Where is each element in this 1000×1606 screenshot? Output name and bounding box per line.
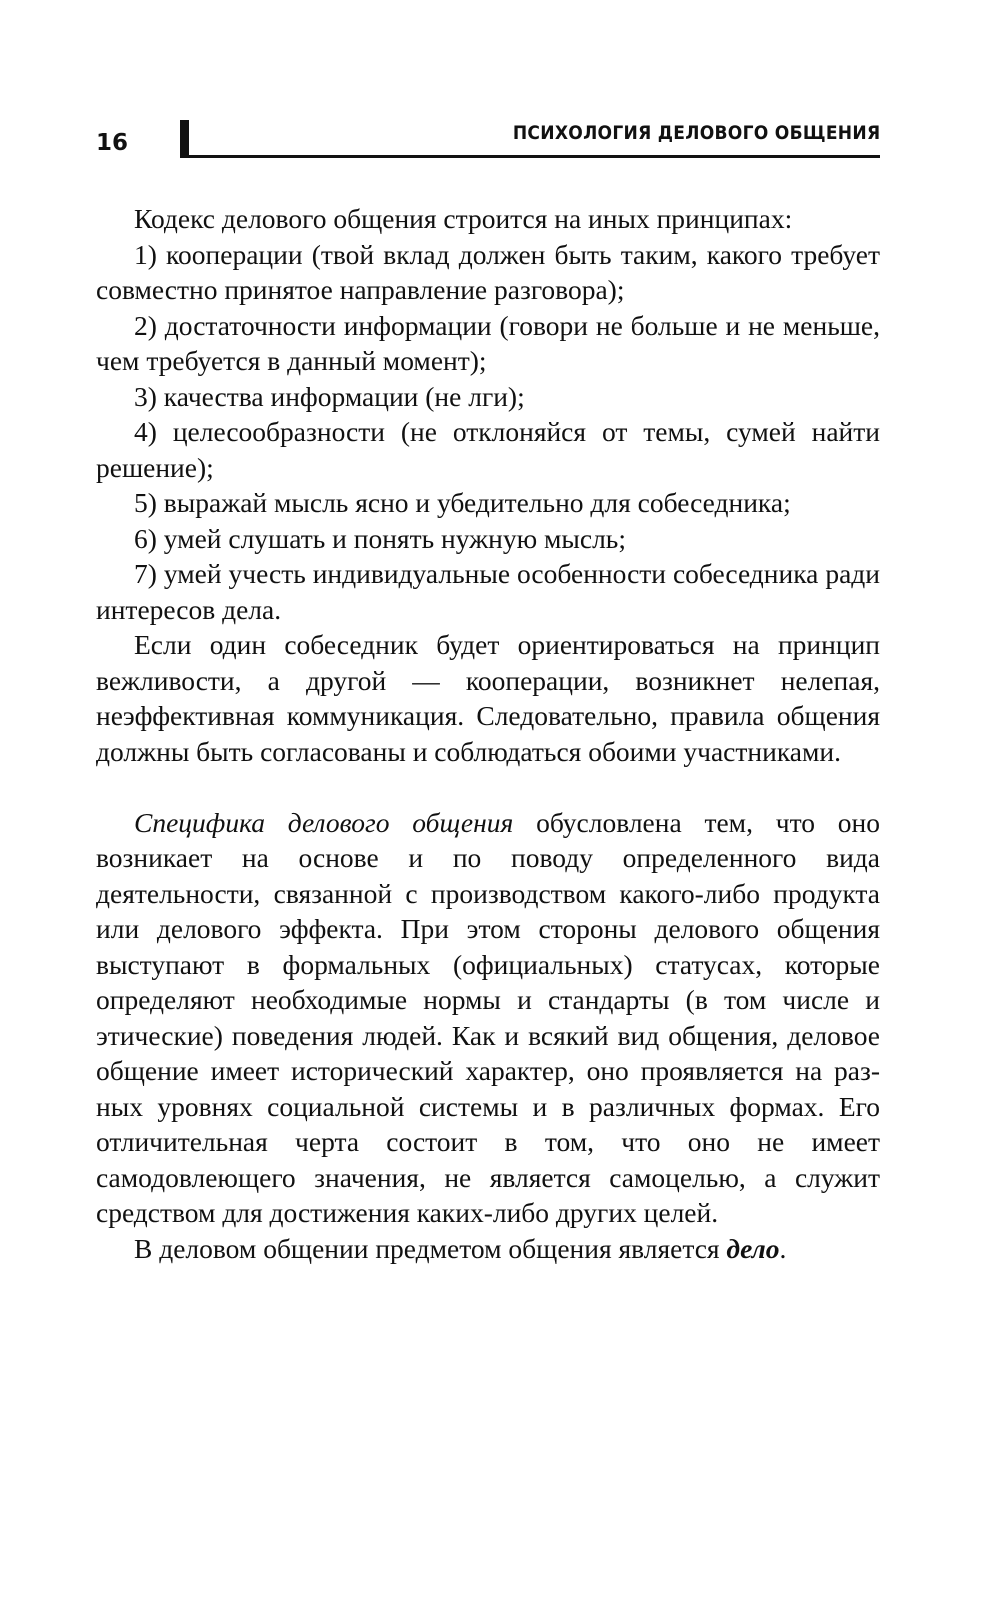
header-bar-mark — [180, 120, 189, 158]
main-text — [96, 201, 880, 1266]
specifics-text: обусловлена тем, что оно возникает на основе и по поводу определенного вида деятельности, связанной с производством какого-либо продукта или делового эффекта. При этом стороны делового общения выступают в формальных (официальных) статусах, которые определяют необходимые нормы и стандарты (в том числе и этические) поведения людей. Как и всякий вид общения, деловое общение имеет исторический характер, оно проявляется на разных уровнях социальной системы и в различных формах. Его отличительная черта состоит в том, что оно не имеет самодовлеющего значения, не является самоцелью, а служит средством для достижения каких-либо других целей. — [96, 806, 880, 1228]
principle-1: 1) кооперации (твой вклад должен быть таким, какого требует совместно принятое направление разговора); — [96, 238, 880, 305]
principle-2: 2) достаточности информации (говори не больше и не меньше, чем требуется в данный момент); — [96, 309, 880, 376]
header-rule — [180, 155, 880, 158]
principle-7: 7) умей учесть индивидуальные особенности собеседника ради интересов дела. — [96, 558, 880, 625]
principle-4: 4) целесообразности (не отклоняйся от темы, сумей найти решение); — [96, 416, 880, 483]
subject-paragraph — [96, 1231, 880, 1267]
running-header — [96, 118, 880, 164]
principle-6: 6) умей слушать и понять нужную мысль; — [134, 522, 626, 554]
page-number: 16 — [96, 130, 129, 156]
conclusion-paragraph: Если один собеседник будет ориентироваться на принцип вежливости, а другой — кооперации, возникнет нелепая, неэффективная коммуникация. Следовательно, правила общения должны быть согласованы и соблюдаться обоими участниками. — [96, 629, 880, 767]
intro-paragraph: Кодекс делового общения строится на иных принципах: — [134, 203, 793, 234]
specifics-paragraph — [96, 805, 880, 1231]
principle-5: 5) выражай мысль ясно и убедительно для собеседника; — [134, 487, 791, 518]
specifics-term: Специфика делового общения — [134, 806, 514, 838]
principle-3: 3) качества информации (не лги); — [134, 380, 525, 412]
subject-term: дело — [726, 1232, 780, 1264]
subject-end: . — [779, 1232, 787, 1264]
subject-text: В деловом общении предметом общения является — [134, 1232, 727, 1264]
running-title: ПСИХОЛОГИЯ ДЕЛОВОГО ОБЩЕНИЯ — [512, 122, 880, 144]
